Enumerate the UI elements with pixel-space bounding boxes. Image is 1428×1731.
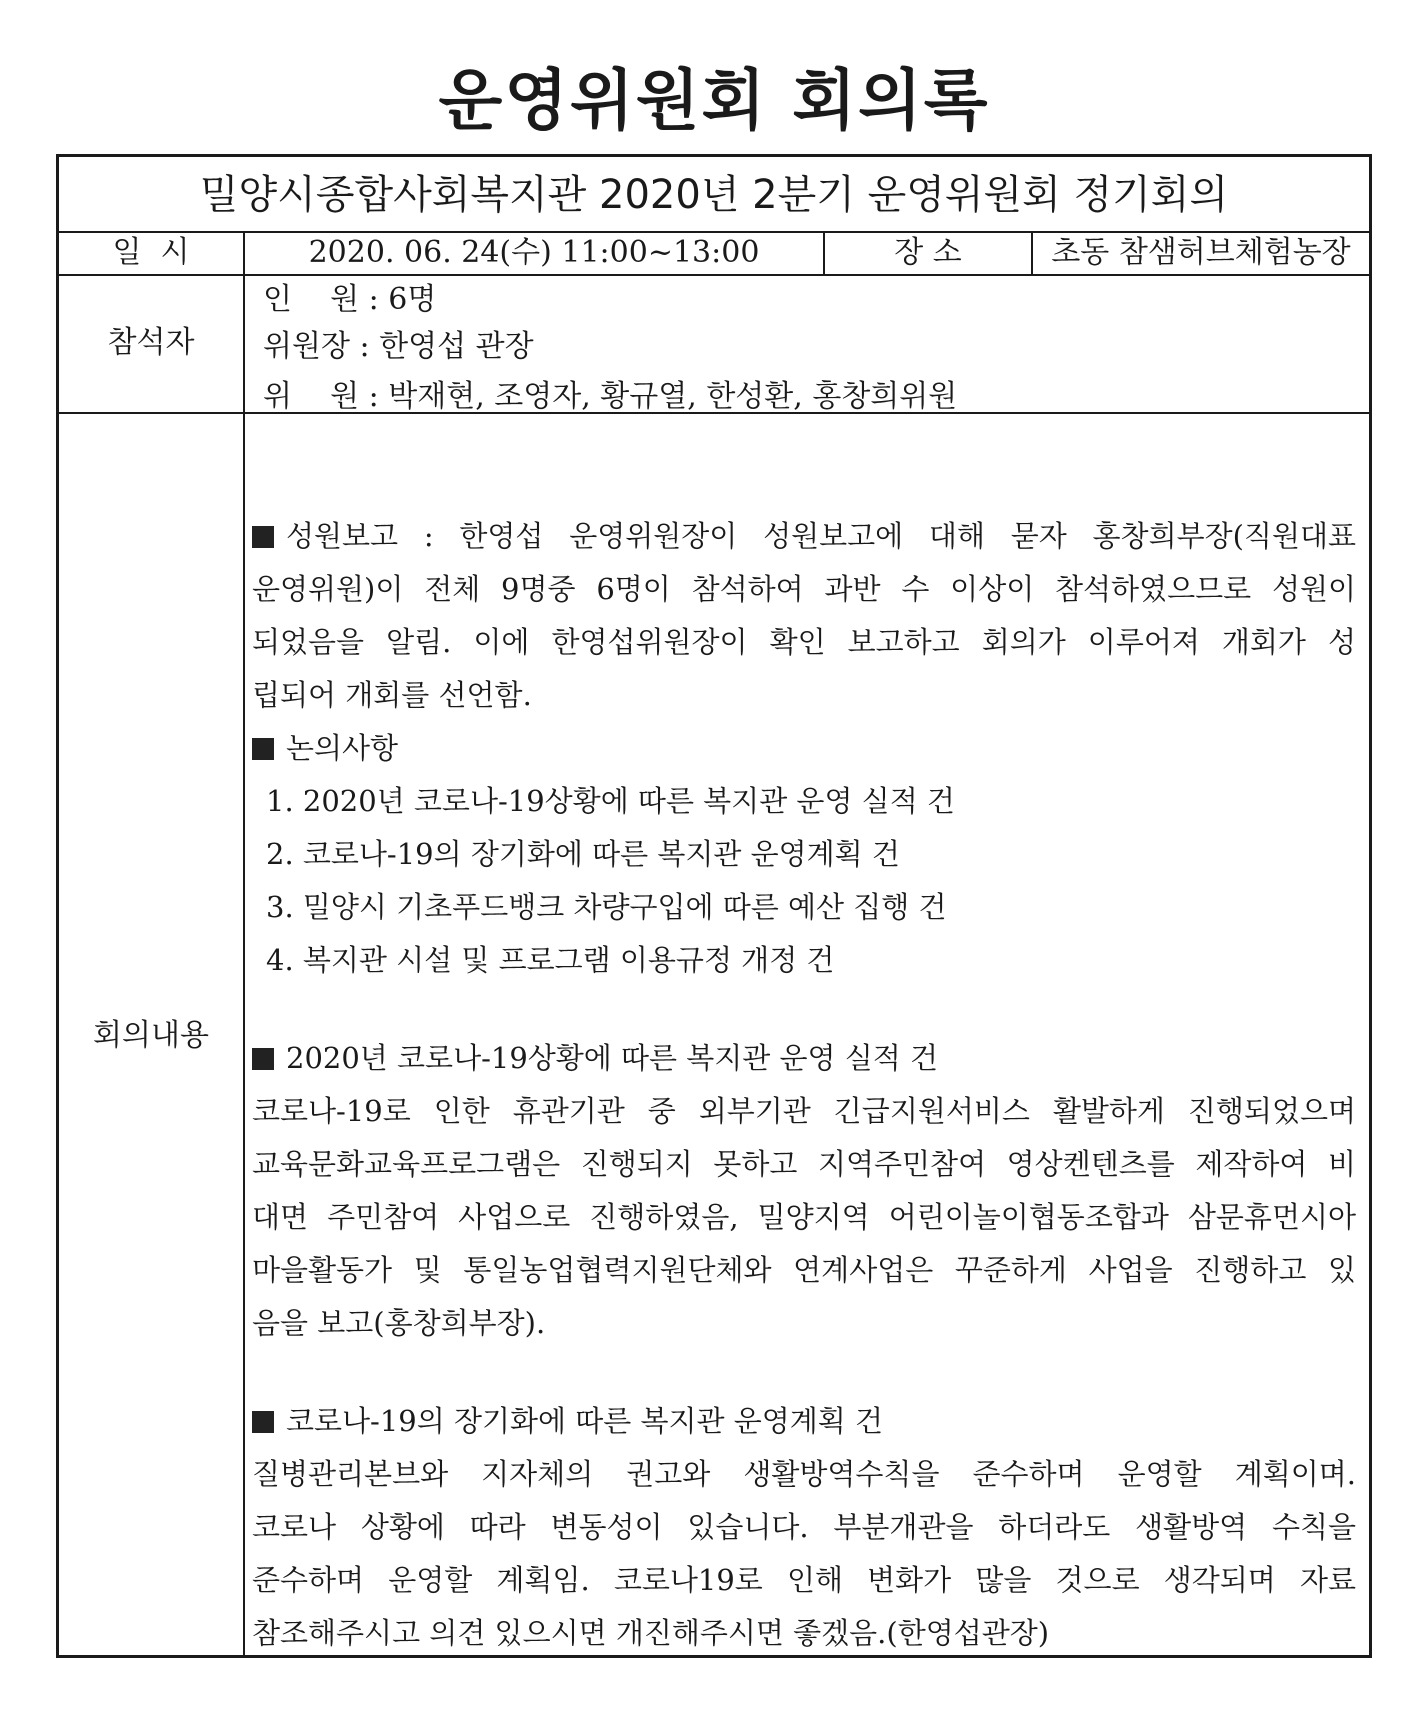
section2-line: 참조해주시고 의견 있으시면 개진해주시면 좋겠음.(한영섭관장) [252, 1616, 1050, 1650]
bullet-icon [252, 1048, 274, 1070]
quorum-heading [252, 510, 1356, 563]
agenda-item: 3. 밀양시 기초푸드뱅크 차량구입에 따른 예산 집행 건 [266, 890, 947, 924]
attendee-members: 위 원 : 박재현, 조영자, 황규열, 한성환, 홍창희위원 [263, 379, 958, 414]
section2-line: 준수하며 운영할 계획임. 코로나19로 인해 변화가 많을 것으로 생각되며 자료 [252, 1563, 1356, 1597]
document-title: 운영위원회 회의록 [438, 62, 990, 139]
date-value: 2020. 06. 24(수) 11:00~13:00 [308, 235, 760, 270]
section1-line: 교육문화교육프로그램은 진행되지 못하고 지역주민참여 영상켄텐츠를 제작하여 비 [252, 1147, 1356, 1181]
attendee-chair: 위원장 : 한영섭 관장 [263, 329, 534, 364]
section1-heading [252, 1032, 1356, 1085]
section1-line: 음을 보고(홍창희부장). [252, 1306, 546, 1340]
minutes-label: 회의내용 [93, 1017, 209, 1053]
bullet-icon [252, 1411, 274, 1433]
section1-heading-text: 2020년 코로나-19상황에 따른 복지관 운영 실적 건 [286, 1041, 939, 1075]
attendees-label: 참석자 [107, 325, 195, 360]
agenda-heading [252, 722, 1356, 775]
quorum-heading-text: 성원보고 : 한영섭 운영위원장이 성원보고에 대해 묻자 홍창희부장(직원대표 [286, 519, 1356, 553]
agenda-item: 4. 복지관 시설 및 프로그램 이용규정 개정 건 [266, 943, 835, 977]
bullet-icon [252, 526, 274, 548]
place-label: 장 소 [894, 235, 962, 270]
quorum-line: 되었음을 알림. 이에 한영섭위원장이 확인 보고하고 회의가 이루어져 개회가 성 [252, 625, 1356, 659]
section2-line: 코로나 상황에 따라 변동성이 있습니다. 부분개관을 하더라도 생활방역 수칙을 [252, 1510, 1356, 1544]
date-label: 일 시 [112, 235, 190, 270]
column-divider [243, 231, 245, 1658]
agenda-item: 2. 코로나-19의 장기화에 따른 복지관 운영계획 건 [266, 837, 900, 871]
agenda-item: 1. 2020년 코로나-19상황에 따른 복지관 운영 실적 건 [266, 784, 955, 818]
spacer [252, 987, 1356, 1032]
section2-line: 질병관리본브와 지자체의 권고와 생활방역수칙을 준수하며 운영할 계획이며. [252, 1457, 1356, 1491]
section2-heading-text: 코로나-19의 장기화에 따른 복지관 운영계획 건 [286, 1404, 884, 1438]
section2-heading [252, 1395, 1356, 1448]
row-divider [59, 412, 1369, 414]
section1-line: 코로나-19로 인한 휴관기관 중 외부기관 긴급지원서비스 활발하게 진행되었으며 [252, 1094, 1356, 1128]
section1-line: 대면 주민참여 사업으로 진행하였음, 밀양지역 어린이놀이협동조합과 삼문휴먼시아 [252, 1200, 1356, 1234]
bullet-icon [252, 738, 274, 760]
spacer [252, 1350, 1356, 1395]
quorum-line: 운영위원)이 전체 9명중 6명이 참석하여 과반 수 이상이 참석하였으므로 성원이 [252, 572, 1356, 606]
meeting-subtitle: 밀양시종합사회복지관 2020년 2분기 운영위원회 정기회의 [59, 157, 1369, 233]
agenda-heading-text: 논의사항 [286, 731, 399, 765]
quorum-line: 립되어 개회를 선언함. [252, 678, 532, 712]
attendee-count: 인 원 : 6명 [263, 282, 437, 317]
place-value: 초동 참샘허브체험농장 [1051, 235, 1351, 270]
minutes-content [252, 510, 1356, 1660]
section1-line: 마을활동가 및 통일농업협력지원단체와 연계사업은 꾸준하게 사업을 진행하고 있 [252, 1253, 1356, 1287]
